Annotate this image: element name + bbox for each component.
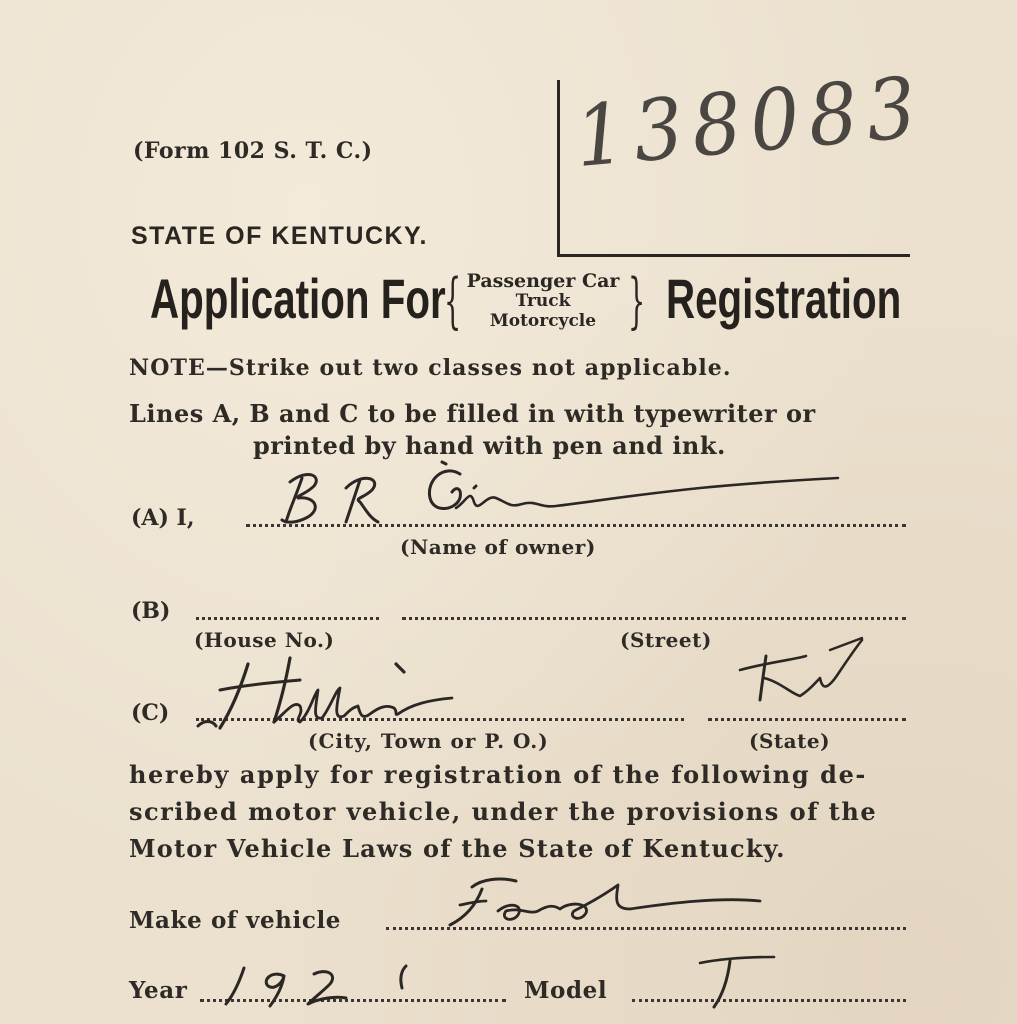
city-caption: (City, Town or P. O.) xyxy=(308,729,549,753)
model-label: Model xyxy=(524,977,608,1004)
house-number-field[interactable] xyxy=(196,617,379,620)
title-application-for: Application For xyxy=(150,267,446,330)
title-registration: Registration xyxy=(666,267,902,330)
city-handwriting xyxy=(190,650,500,740)
year-label: Year xyxy=(129,977,188,1004)
make-handwriting xyxy=(420,865,780,945)
owner-name-handwriting xyxy=(260,458,860,538)
body-line-2: scribed motor vehicle, under the provisions of the xyxy=(129,797,878,826)
class-motorcycle: Motorcycle xyxy=(489,311,597,331)
note-text: NOTE—Strike out two classes not applicable. xyxy=(129,355,732,381)
state-handwriting xyxy=(730,630,870,710)
body-line-1: hereby apply for registration of the following de- xyxy=(129,760,867,789)
class-passenger-car: Passenger Car xyxy=(466,270,620,292)
instructions-line-1: Lines A, B and C to be filled in with typewriter or xyxy=(129,399,816,428)
vehicle-class-list xyxy=(462,270,624,332)
model-handwriting xyxy=(690,945,790,1017)
line-b-prefix: (B) xyxy=(131,598,171,624)
body-line-3: Motor Vehicle Laws of the State of Kentucky. xyxy=(129,834,786,863)
instructions-line-2: printed by hand with pen and ink. xyxy=(253,431,726,460)
title-left-brace: { xyxy=(444,266,462,336)
line-a-caption: (Name of owner) xyxy=(400,535,596,559)
registration-number-text: 138083 xyxy=(571,57,929,186)
line-c-prefix: (C) xyxy=(131,700,170,726)
year-handwriting xyxy=(210,950,440,1020)
state-field[interactable] xyxy=(708,718,906,721)
street-caption: (Street) xyxy=(620,628,712,652)
make-label: Make of vehicle xyxy=(129,907,342,934)
state-caption: (State) xyxy=(749,729,831,753)
form-number: (Form 102 S. T. C.) xyxy=(133,138,373,164)
house-number-caption: (House No.) xyxy=(194,628,335,652)
state-heading: STATE OF KENTUCKY. xyxy=(131,222,428,250)
class-truck: Truck xyxy=(515,291,571,311)
line-a-prefix: (A) I, xyxy=(131,505,195,531)
street-field[interactable] xyxy=(402,617,906,620)
title-right-brace: } xyxy=(628,266,646,336)
registration-number xyxy=(571,57,960,198)
